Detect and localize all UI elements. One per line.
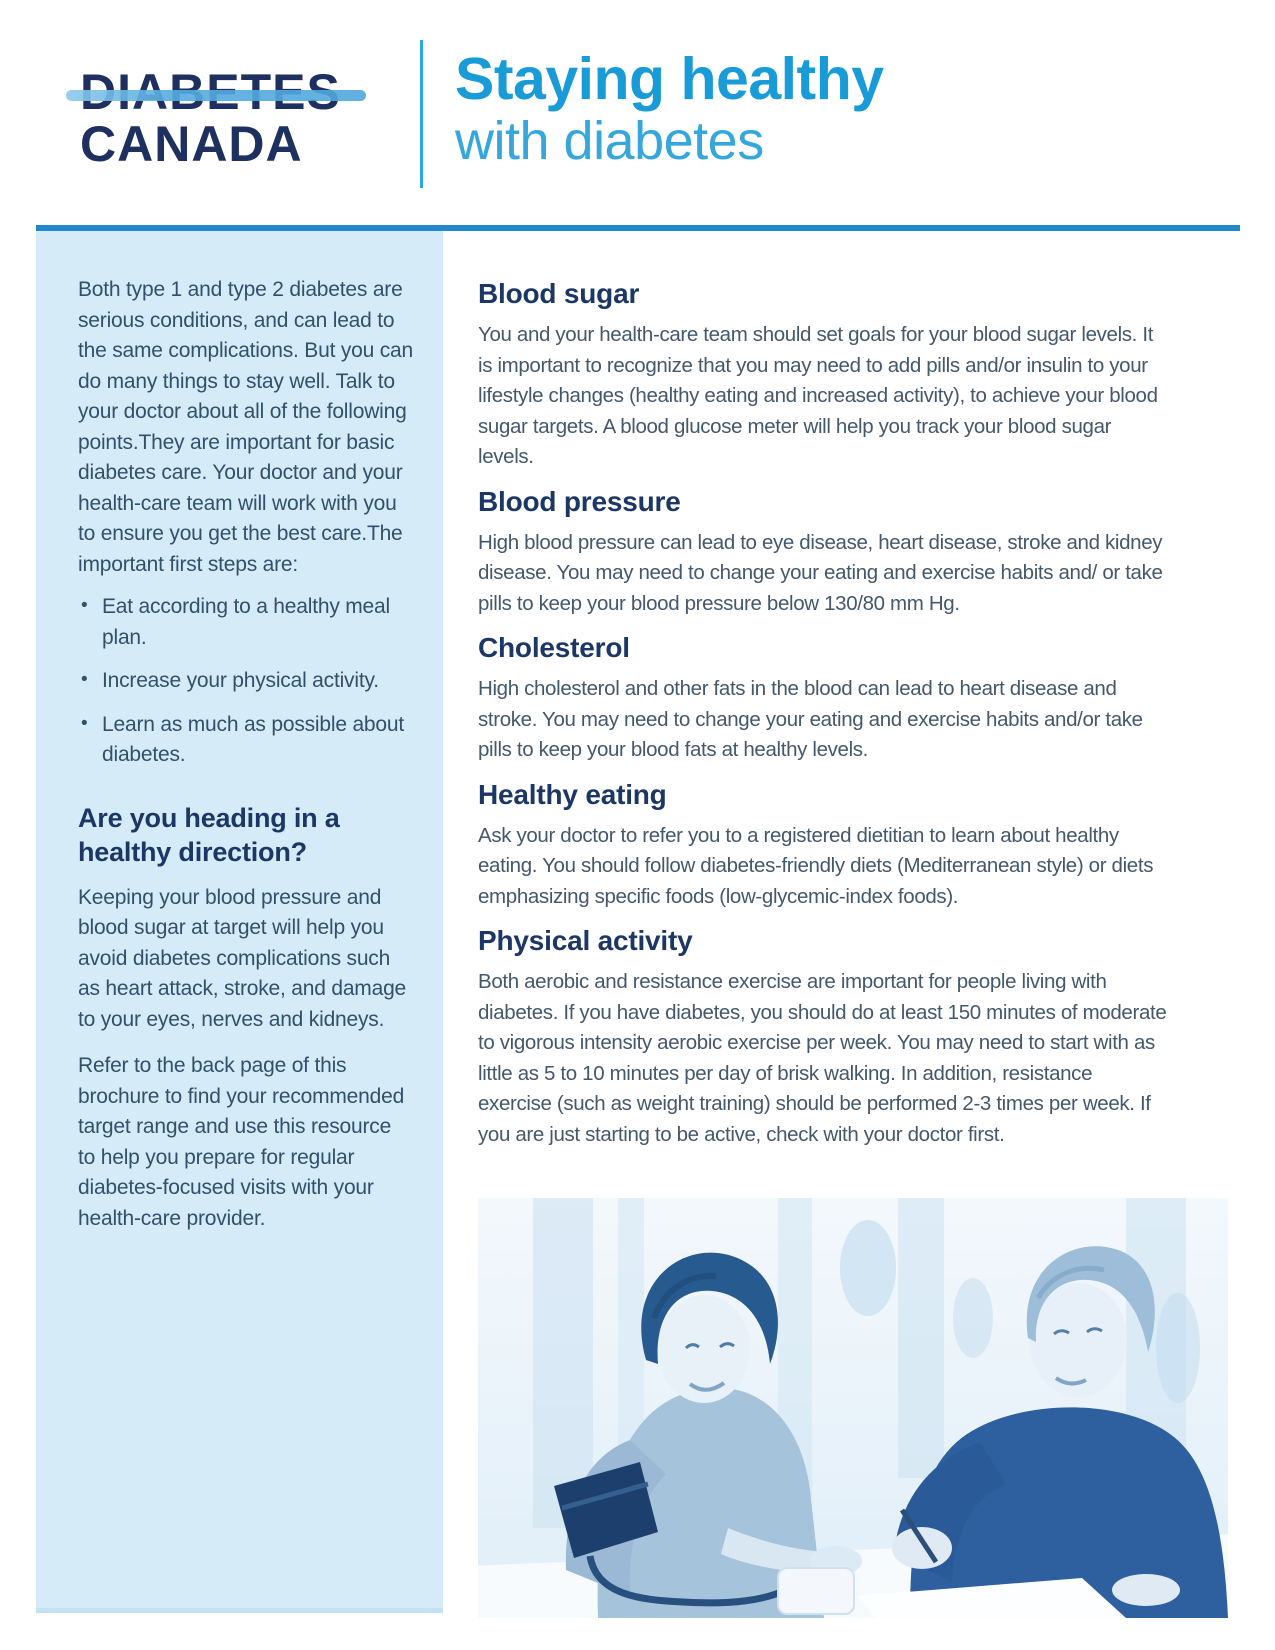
header-vertical-divider [420, 40, 423, 188]
section-body: Ask your doctor to refer you to a registered dietitian to learn about healthy eating. You should follow diabetes-friendly diets (Mediterranean style) or diets emphasizing specific foods (low-glycemic-index foods). [478, 823, 1154, 908]
section-cholesterol [478, 631, 1228, 766]
section-heading: Cholesterol [478, 632, 630, 663]
bullet-list [78, 592, 413, 771]
section-body: High blood pressure can lead to eye disease, heart disease, stroke and kidney disease. You may need to change your eating and exercise habits and/ or take pills to keep your blood pressure below 130/80 mm Hg. [478, 530, 1163, 615]
sidebar [36, 231, 443, 1613]
list-item: • Increase your physical activity. [78, 666, 413, 697]
sidebar-intro-paragraph: Both type 1 and type 2 diabetes are serious conditions, and can lead to the same complications. But you can do many things to stay well. Talk to your doctor about all of the following points.They are important for basic diabetes care. Your doctor and your health-care team will work with you to ensure you get the best care.The important first steps are: [78, 278, 414, 576]
section-healthy-eating [478, 778, 1228, 913]
section-heading: Healthy eating [478, 778, 667, 810]
section-body: Both aerobic and resistance exercise are important for people living with diabetes. If you have diabetes, you should do at least 150 minutes of moderate to vigorous intensity aerobic exercise per week. You may need to start with as little as 5 to 10 minutes per day of brisk walking. In addition, resistance exercise (such as weight training) should be performed 2-3 times per week. If you are just starting to be active, check with your doctor first. [478, 970, 1167, 1146]
bullet-dot: • [81, 669, 88, 690]
logo-word-diabetes [80, 66, 341, 118]
page-title-line1: Staying healthy [455, 46, 884, 112]
sidebar-heading: Are you heading in a healthy direction? [78, 802, 340, 867]
main-content [478, 231, 1228, 1618]
diabetes-canada-logo [80, 66, 341, 170]
logo-word-canada: CANADA [80, 116, 303, 172]
section-heading: Blood sugar [478, 278, 640, 309]
photo-illustration [478, 1198, 1228, 1618]
sidebar-paragraph-1: Keeping your blood pressure and blood sugar at target will help you avoid diabetes complications such as heart attack, stroke, and damage to your eyes, nerves and kidneys. [78, 885, 407, 1031]
logo-strikethrough-bar [66, 90, 366, 101]
section-heading: Blood pressure [478, 485, 681, 517]
section-body: High cholesterol and other fats in the blood can lead to heart disease and stroke. You may need to change your eating and exercise habits and/or take pills to keep your blood fats at healthy levels. [478, 677, 1143, 761]
photo-senior-couple-blood-pressure [478, 1198, 1228, 1618]
section-blood-sugar [478, 277, 1228, 473]
section-heading: Physical activity [478, 925, 693, 956]
section-blood-pressure [478, 485, 1228, 620]
bullet-dot: • [81, 595, 88, 616]
list-item: • Eat according to a healthy meal plan. [78, 592, 413, 653]
page-title [455, 46, 884, 170]
sidebar-paragraph-2: Refer to the back page of this brochure to find your recommended target range and use this resource to help you prepare for regular diabetes-focused visits with your health-care provider. [78, 1054, 405, 1230]
header [36, 36, 1240, 226]
man-resting-hand [1112, 1574, 1180, 1606]
list-item: • Learn as much as possible about diabetes. [78, 710, 413, 771]
woman-face [658, 1295, 750, 1403]
bullet-dot: • [81, 712, 88, 734]
section-body: You and your health-care team should set goals for your blood sugar levels. It is important to recognize that you may need to add pills and/or insulin to your lifestyle changes (healthy eating and increased activity), to achieve your blood sugar targets. A blood glucose meter will help you track your blood sugar levels. [478, 323, 1158, 468]
section-physical-activity [478, 924, 1228, 1150]
man-writing-hand [892, 1527, 952, 1569]
page-title-line2: with diabetes [455, 111, 764, 171]
blood-pressure-monitor [778, 1568, 854, 1614]
